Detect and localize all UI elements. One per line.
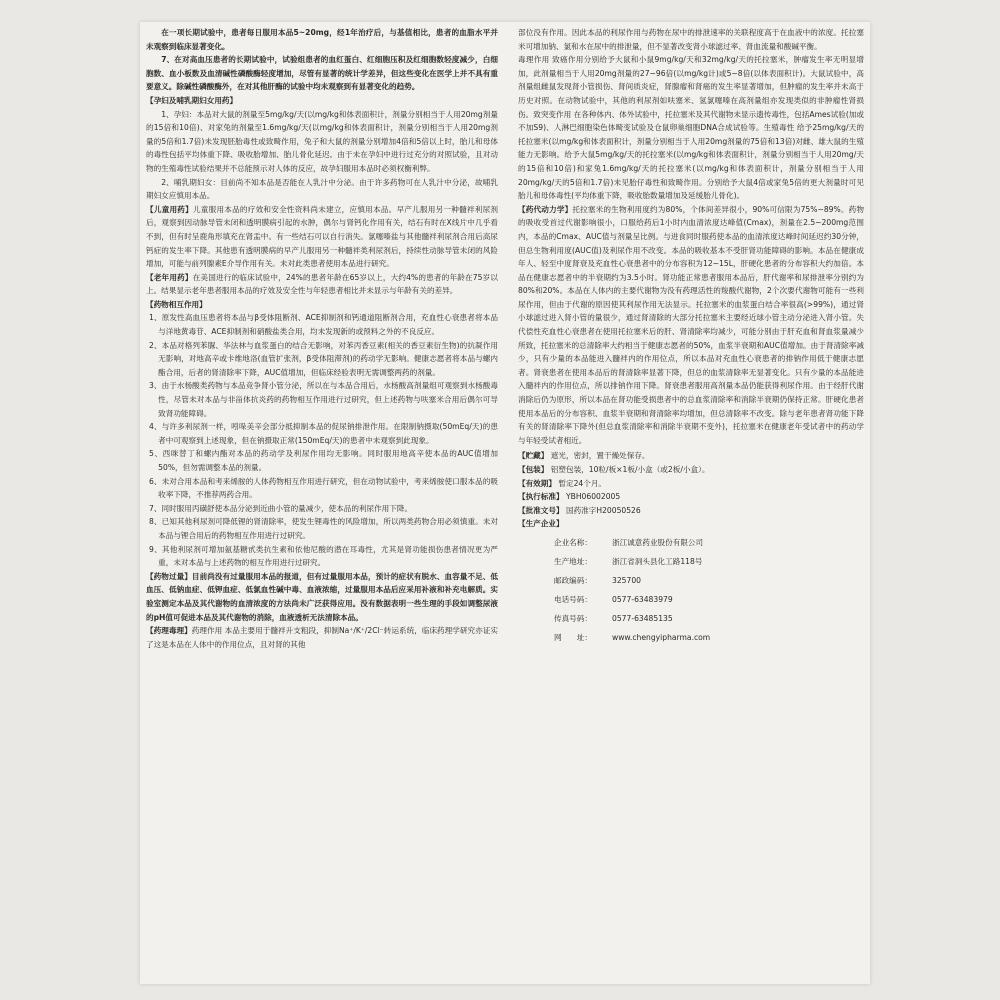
children-text: 儿童服用本品的疗效和安全性资料尚未建立，应慎用本品。早产儿服用另一种髓袢利尿剂后，观察到因动脉导管未闭和透明膜病引起的水肿，偶尔与肾钙化作用有关，结石有时在X线片中几乎看不到，但有时呈鹿角形填充在肾盂中。有一些结石可以自行消失。氯噻嗪盐与其他髓袢利尿剂合用后高尿钙症的发生率下降。其他患有透明膜病的早产儿服用另一种髓袢类利尿剂后，持续性动脉导管未闭的风险增加，可能与前列腺素E介导作用有关。未对此类患者使用本品进行研究。: [146, 204, 498, 269]
validity-value: 暂定24个月。: [558, 478, 607, 488]
elderly-heading: 【老年用药】: [146, 272, 193, 282]
pharmacology-text: 药理作用 本品主要用于髓袢升支粗段，抑制Na⁺/K⁺/2Cl⁻转运系统，临床药理学研究亦证实了这是本品在人体中的作用位点，且对肾的其他: [146, 626, 498, 649]
manufacturer-postcode-row: [554, 571, 864, 590]
package-heading: 【包装】: [518, 465, 549, 474]
manufacturer-label: 企业名称：: [554, 537, 592, 547]
approval-row: [518, 504, 864, 518]
interaction-item: 2、本品对格列苯脲、华法林与血浆蛋白的结合无影响，对苯丙香豆素(相关的香豆素衍生物)的抗凝作用无影响，对地高辛或卡维地洛(血管扩张剂，β受体阻滞剂)的药动学无影响。健康志愿者将本品与螺内酯合用，后者的肾清除率下降，AUC值增加，但临床经验表明无需调整两药的剂量。: [149, 340, 498, 377]
children-heading: 【儿童用药】: [146, 204, 193, 214]
manufacturer-value: 0577-63483979: [612, 594, 673, 604]
package-row: [518, 463, 864, 477]
overdose-section: [146, 570, 498, 624]
manufacturer-label: 邮政编码：: [554, 575, 592, 585]
package-value: 铝塑包装，10粒/板×1板/小盒（或2板/小盒）。: [550, 465, 710, 474]
interaction-item: 3、由于水杨酸类药物与本品竞争肾小管分泌，所以在与本品合用后，水杨酸高剂量组可观察到水杨酸毒性，尽管未对本品与非甾体抗炎药的药物相互作用进行过研究，但上述药物与呋塞米合用后偶尔可导致肾功能障碍。: [149, 381, 498, 418]
leaflet-page: [140, 22, 870, 984]
pharmacokinetics-section: [518, 203, 864, 448]
interaction-item: 1、原发性高血压患者将本品与β受体阻断剂、ACE抑制剂和钙通道阻断剂合用，充血性心衰患者将本品与洋地黄毒苷、ACE抑制剂和硝酸盐类合用，均未发现新的或预料之外的不良反应。: [149, 313, 498, 337]
manufacturer-value: 0577-63485135: [612, 613, 673, 623]
manufacturer-label: 网 址：: [554, 632, 592, 642]
validity-row: [518, 477, 864, 491]
intro-paragraph: 在一项长期试验中，患者每日服用本品5~20mg，经1年治疗后，与基值相比，患者的血脂水平并未观察到临床显著变化。: [146, 28, 498, 51]
item-7-paragraph: 7、在对高血压患者的长期试验中，试验组患者的血红蛋白、红细胞压积及红细胞数轻度减少，白细胞数、血小板数及血清碱性磷酸酶轻度增加，尽管有显著的统计学差异，但这些变化在医学上并不具有重要意义。除碱性磷酸酶外，在对其他肝酶的试验中均未观察到有显著变化的趋势。: [146, 55, 498, 92]
interactions-heading: 【药物相互作用】: [146, 299, 207, 309]
elderly-section: [146, 271, 498, 298]
right-column: [518, 26, 864, 978]
manufacturer-name-row: [554, 533, 864, 552]
manufacturer-value: 325700: [612, 575, 641, 585]
left-column: [146, 26, 498, 978]
manufacturer-phone-row: [554, 590, 864, 609]
standard-value: YBH06002005: [565, 492, 621, 502]
pregnancy-paragraph-2: 2、哺乳期妇女：目前尚不知本品是否能在人乳汁中分泌。由于许多药物可在人乳汁中分泌，故哺乳期妇女应慎用本品。: [146, 177, 498, 201]
elderly-text: 在美国进行的临床试验中，24%的患者年龄在65岁以上，大约4%的患者的年龄在75岁以上。结果显示老年患者服用本品的疗效及安全性与年轻患者相比并未显示与年龄有关的差异。: [146, 272, 498, 296]
manufacturer-label: 电话号码：: [554, 594, 592, 604]
manufacturer-heading: 【生产企业】: [518, 519, 564, 529]
manufacturer-label: 传真号码：: [554, 613, 592, 623]
manufacturer-row: [518, 517, 864, 531]
overdose-heading: 【药物过量】: [146, 571, 192, 581]
approval-heading: 【批准文号】: [518, 505, 564, 515]
pharmacology-section: [146, 624, 498, 651]
manufacturer-value: www.chengyipharma.com: [612, 632, 711, 642]
manufacturer-address-row: [554, 552, 864, 571]
interaction-item: 6、未对合用本品和考来烯胺的人体药物相互作用进行研究，但在动物试验中，考来烯胺使口服本品的吸收率下降，不推荐两药合用。: [149, 476, 498, 500]
manufacturer-details: [554, 533, 864, 647]
manufacturer-label: 生产地址：: [554, 556, 592, 566]
storage-row: [518, 449, 864, 463]
validity-heading: 【有效期】: [518, 478, 556, 488]
pharmacology-heading: 【药理毒理】: [146, 626, 192, 636]
manufacturer-website-row: [554, 628, 864, 647]
interaction-item: 9、其他利尿剂可增加氨基糖甙类抗生素和依他尼酸的潜在耳毒性，尤其是肾功能损伤患者情况更为严重，未对本品与上述药物的相互作用进行过研究。: [149, 544, 498, 568]
pharmacokinetics-heading: 【药代动力学】: [518, 204, 573, 214]
interaction-item: 5、西咪替丁和螺内酯对本品的药动学及利尿作用均无影响。同时服用地高辛使本品的AUC值增加50%，但勿需调整本品的剂量。: [149, 449, 498, 472]
standard-row: [518, 490, 864, 504]
storage-value: 遮光，密封，置干燥处保存。: [550, 451, 650, 461]
pharmacology-continued: 部位没有作用。因此本品的利尿作用与药物在尿中的排泄速率的关联程度高于在血液中的浓度。托拉塞米可增加钠、氯和水在尿中的排泄量，但不显著改变肾小球滤过率、肾血流量和酸碱平衡。: [518, 28, 864, 51]
approval-value: 国药准字H20050526: [565, 505, 641, 515]
pregnancy-paragraph-1: 1、孕妇：本品对大鼠的剂量至5mg/kg/天(以mg/kg和体表面积计，剂量分别相当于人用20mg剂量的15倍和10倍)、对家兔的剂量至1.6mg/kg/天(以mg/kg和体表面积计，剂量分别相当于人用20mg剂量的5倍和1.7倍)未发现胚胎毒性或致畸作用，兔子和大鼠的剂量分别增加4倍和5倍以上时，胎儿和母体的毒性包括平均体重下降、吸收胎增加、胎儿骨化延迟。由于未在孕妇中进行过充分的对照试验，且对动物的生殖毒性试验结果并不总能预示对人体的反应，故孕妇服用本品时必须权衡利弊。: [146, 109, 498, 173]
toxicology-paragraph: 毒理作用 致癌作用分别给予大鼠和小鼠9mg/kg/天和32mg/kg/天的托拉塞米，肿瘤发生率无明显增加，此剂量相当于人用20mg剂量的27~96倍(以mg/kg计)或5~8倍(以体表面积计)。大鼠试验中，高剂量组雌鼠发现肾小管损伤、肾间质炎症，肾腺瘤和肾癌的发生率显著增加，但肿瘤的发生率并未高于历史对照。在动物试验中，其他的利尿剂如呋塞米、氢氯噻嗪在高剂量组亦发现类似的非肿瘤性肾损伤。致突变作用 在各种体内、体外试验中，托拉塞米及其代谢物未显示遗传毒性，包括Ames试验(加或不加S9)、人淋巴细胞染色体畸变试验及仓鼠卵巢细胞DNA合成试验等。生殖毒性 给予25mg/kg/天的托拉塞米(以mg/kg和体表面积计，剂量分别相当于人用20mg剂量的75倍和13倍)对雌、雄大鼠的生殖能力无影响。给予大鼠5mg/kg/天的托拉塞米(以mg/kg和体表面积计，剂量分别相当于人用20mg/天的15倍和10倍)和家兔1.6mg/kg/天的托拉塞米(以mg/kg和体表面积计，剂量分别相当于人用20mg/kg/天的5倍和1.7倍)未见胎仔毒性和致畸作用。分别给予大鼠4倍或家兔5倍的更大剂量时可见胎儿和母体毒性(平均体重下降，吸收胎数量增加及延缓胎儿骨化)。: [518, 55, 864, 201]
manufacturer-fax-row: [554, 609, 864, 628]
storage-heading: 【贮藏】: [518, 451, 549, 461]
manufacturer-value: 浙江诚意药业股份有限公司: [612, 537, 704, 547]
interaction-item: 4、与许多利尿剂一样，吲哚美辛会部分抵抑制本品的促尿钠排泄作用。在限制钠摄取(50mEq/天)的患者中可观察到上述现象，但在钠摄取正常(150mEq/天)的患者中未观察到此现象。: [149, 422, 498, 445]
manufacturer-value: 浙江省洞头县化工路118号: [612, 556, 703, 566]
interaction-item: 8、已知其他利尿剂可降低锂的肾清除率，使发生锂毒性的风险增加，所以两类药物合用必须慎重。未对本品与锂合用后的药物相互作用进行过研究。: [149, 517, 498, 540]
overdose-text: 目前尚没有过量服用本品的报道，但有过量服用本品，预计的症状有脱水、血容量不足、低血压、低钠血症、低钾血症、低氯血性碱中毒、血液浓缩，过量服用本品后应采用补液和补充电解质。实验室测定本品及其代谢物的血清浓度的方法尚未广泛获得应用。没有数据表明一些生理的手段如调整尿液的pH值可促进本品及其代谢物的消除，血液透析无法清除本品。: [146, 571, 498, 622]
standard-heading: 【执行标准】: [518, 492, 564, 502]
interaction-item: 7、同时服用丙磺舒使本品分泌到近曲小管的量减少，使本品的利尿作用下降。: [149, 503, 413, 513]
pharmacokinetics-text: 托拉塞米的生物利用度约为80%，个体间差异很小，90%可信限为75%~89%。药物的吸收受首过代谢影响很小，口服给药后1小时内血清浓度达峰值(Cmax)，剂量在2.5~200mg范围内，本品的Cmax、AUC值与剂量呈比例。与进食同时服药使本品的血清浓度达峰时间延迟约30分钟，但总生物利用度(AUC值)及利尿作用不改变。本品的吸收基本不受肝肾功能障碍的影响。本品在健康成年人、轻至中度肾衰及充血性心衰患者中的分布容积为12~15L，肝硬化患者的分布容积大约加倍。本品在健康志愿者中的半衰期约为3.5小时。肾功能正常患者服用本品后，肝代谢率和尿排泄率分别约为80%和20%。本品在人体内的主要代谢物为没有药理活性的羧酸代谢物，2个次要代谢物可能有一些利尿作用，但由于代谢的原因使其利尿作用无法显示。托拉塞米的血浆蛋白结合率很高(>99%)，通过肾小球滤过进入肾小管的量很少，通过肾清除的大部分托拉塞米主要经近球小管主动分泌进入肾小管。失代偿性充血性心衰患者在使用托拉塞米后的肝、肾清除率均减少，可能分别由于肝充血和肾血浆量减少所致，托拉塞米的总清除率大约相当于健康志愿者的50%，血浆半衰期和AUC值增加。由于肾清除率减少，只有少量的本品能进入髓袢内的作用位点，所以本品对充血性心衰患者的排钠作用低于健康志愿者。肾衰患者在使用本品后的肾清除率显著下降，但总的血浆清除率无显著变化。只有少量的本品能进入髓袢内的作用位点，所以排钠作用下降。肾衰患者服用高剂量本品仍能获得利尿作用。由于经肝代谢消除后仍为原形，所以本品在肾功能受损患者中的总血浆清除率和消除半衰期仍保持正常。肝硬化患者使用本品后的分布容积、血浆半衰期和肾清除率均增加，但总清除率不改变。除与老年患者肾功能下降有关的肾清除率下降外(但总血浆清除率和消除半衰期不变外)，托拉塞米在健康老年受试者中的药动学与年轻受试者相近。: [518, 204, 864, 445]
children-section: [146, 203, 498, 271]
pregnancy-heading: 【孕妇及哺乳期妇女用药】: [146, 95, 238, 105]
